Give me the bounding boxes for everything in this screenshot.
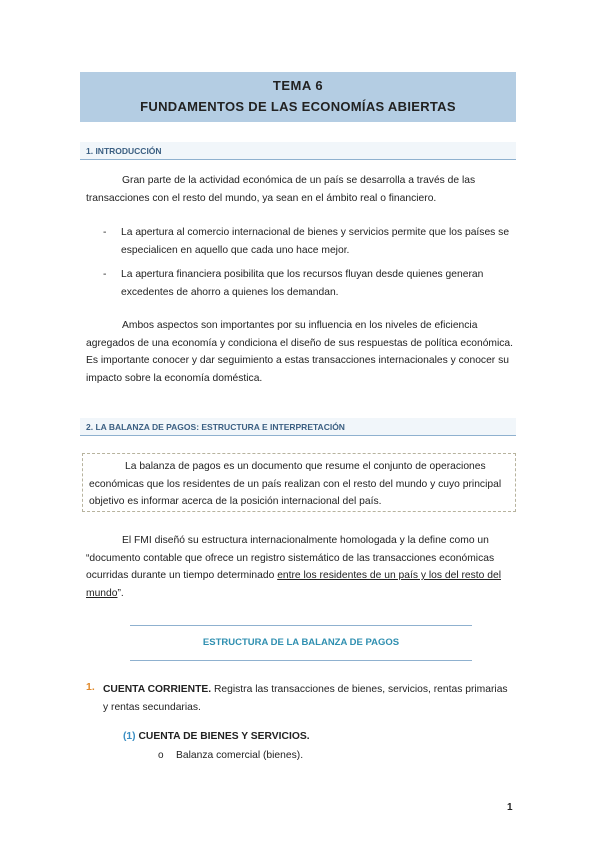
chapter-title: FUNDAMENTOS DE LAS ECONOMÍAS ABIERTAS xyxy=(140,99,456,114)
intro-paragraph-2: Ambos aspectos son importantes por su influencia en los niveles de eficiencia agregados de una economía y condiciona el diseño de sus respuestas de política económica. Es importante conocer y dar seguimiento a estas transacciones internacionales y conocer su impacto sobre la economía doméstica. xyxy=(86,320,514,384)
item-text: Registra las transacciones de bienes, servicios, rentas primarias y rentas secundarias. xyxy=(103,684,508,713)
intro-paragraph-1: Gran parte de la actividad económica de un país se desarrolla a través de las transacciones con el resto del mundo, ya sean en el ámbito real o financiero. xyxy=(86,175,476,204)
divider xyxy=(130,660,472,661)
cuenta-corriente-item xyxy=(103,681,513,716)
item-number: 1. xyxy=(86,681,95,693)
sub-item xyxy=(123,731,310,742)
list-item-text: La apertura al comercio internacional de bienes y servicios permite que los países se especialicen en aquello que cada uno hace mejor. xyxy=(121,227,510,256)
definition-text: La balanza de pagos es un documento que resume el conjunto de operaciones económicas que los residentes de un país realizan con el resto del mundo y cuyo principal objetivo es informar acerca de la posición internacional del país. xyxy=(89,461,502,507)
section-heading-balanza: 2. LA BALANZA DE PAGOS: ESTRUCTURA E INTERPRETACIÓN xyxy=(80,418,516,436)
list-item-text: La apertura financiera posibilita que los recursos fluyan desde quienes generan excedentes de ahorro a quienes los demandan. xyxy=(121,269,484,298)
underlined-text: entre los residentes de un país y los del resto del mundo xyxy=(86,570,501,599)
sub-item-number: (1) xyxy=(123,731,136,742)
sub-item-label: CUENTA DE BIENES Y SERVICIOS. xyxy=(138,731,310,742)
circle-bullet: o xyxy=(158,750,164,761)
fmi-paragraph xyxy=(86,532,514,602)
section-heading-intro: 1. INTRODUCCIÓN xyxy=(80,142,516,160)
title-box xyxy=(80,72,516,122)
list-item xyxy=(103,266,513,301)
structure-title: ESTRUCTURA DE LA BALANZA DE PAGOS xyxy=(202,637,400,648)
divider xyxy=(130,625,472,626)
page-number: 1 xyxy=(507,802,513,813)
fmi-text-end: ”. xyxy=(117,587,124,599)
dash-bullet: - xyxy=(103,269,107,280)
chapter-number: TEMA 6 xyxy=(272,78,324,93)
definition-box xyxy=(82,453,516,512)
list-item xyxy=(103,224,513,259)
dash-bullet: - xyxy=(103,227,107,238)
item-label: CUENTA CORRIENTE. xyxy=(103,684,212,695)
sub-sub-item-text: Balanza comercial (bienes). xyxy=(176,750,304,761)
fmi-text: El FMI diseñó su estructura internacionalmente homologada y la define como un “documento contable que ofrece un registro sistemático de las transacciones económicas ocurridas durante un tiempo determinado xyxy=(86,535,495,581)
